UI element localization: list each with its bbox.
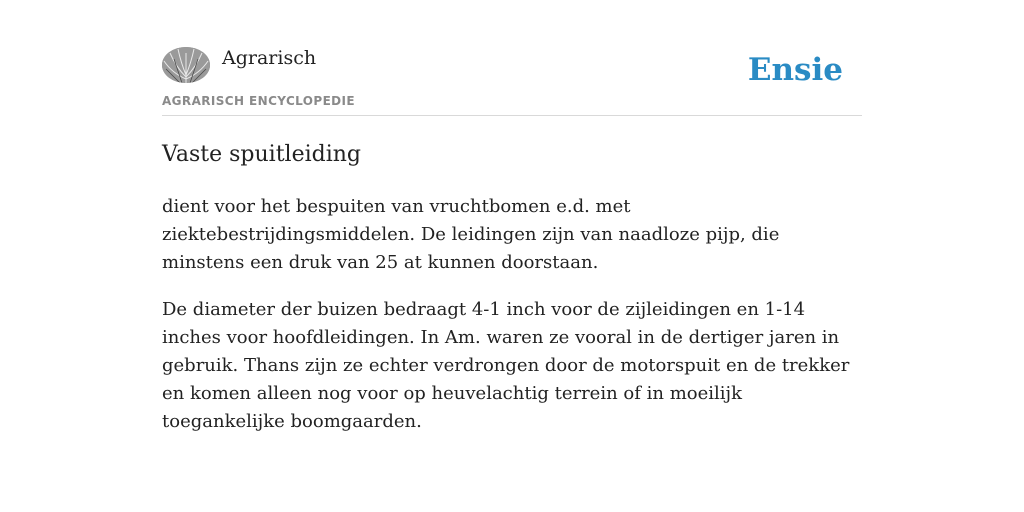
ensie-logo-link[interactable]: Ensie xyxy=(747,52,843,88)
page-header xyxy=(162,0,862,116)
article-paragraph: De diameter der buizen bedraagt 4-1 inch voor de zijleidingen en 1-14 inches voor hoofdleidingen. In Am. waren ze vooral in de dertiger jaren in gebruik. Thans zijn ze echter verdrongen door de motorspuit en de trekker en komen alleen nog voor op heuvelachtig terrein of in moeilijk toegankelijke boomgaarden. xyxy=(162,299,850,432)
source-subtitle: AGRARISCH ENCYCLOPEDIE xyxy=(162,94,355,108)
source-avatar[interactable] xyxy=(162,47,210,83)
article-body xyxy=(162,193,862,436)
article-title: Vaste spuitleiding xyxy=(162,142,362,167)
wheat-plant-icon xyxy=(162,47,210,83)
source-name[interactable]: Agrarisch xyxy=(222,47,317,69)
page xyxy=(162,0,862,436)
article-paragraph: dient voor het bespuiten van vruchtbomen e.d. met ziektebestrijdingsmiddelen. De leidingen zijn van naadloze pijp, die minstens een druk van 25 at kunnen doorstaan. xyxy=(162,196,780,273)
